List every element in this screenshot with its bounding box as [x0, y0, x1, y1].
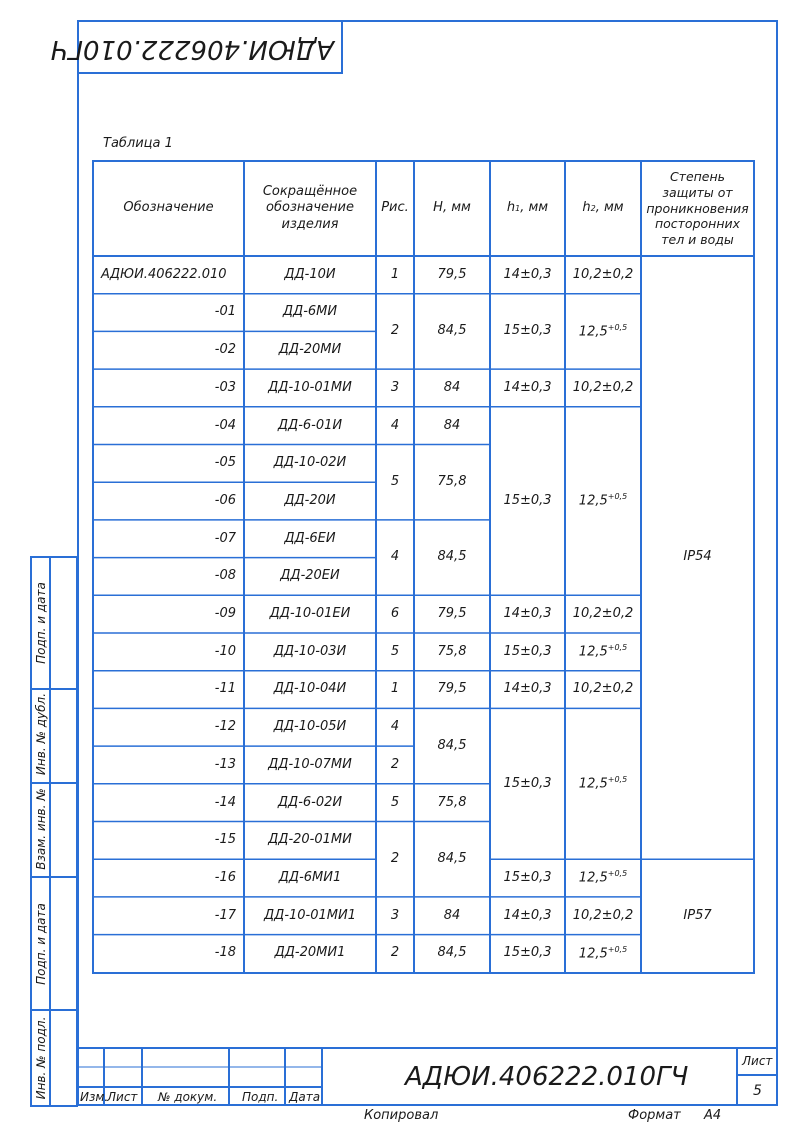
- row-h1: 15±0,3: [503, 869, 552, 885]
- row-h2: $12,5^{+0,5}$: [578, 775, 628, 792]
- header-h2: h 2 , мм: [582, 200, 624, 216]
- row-H: 84,5: [437, 737, 467, 753]
- row-short-name: ДД-10-07МИ: [268, 756, 352, 772]
- row-H: 75,8: [437, 474, 467, 490]
- row-h1: 14±0,3: [503, 681, 552, 697]
- row-H: 75,8: [437, 643, 467, 659]
- row-h1: 14±0,3: [503, 606, 552, 622]
- row-fig: 2: [390, 945, 400, 961]
- row-short-name: ДД-10-01МИ1: [264, 907, 356, 923]
- row-h2: 10,2±0,2: [572, 606, 634, 622]
- row-designation: -13: [214, 756, 236, 772]
- row-fig: 3: [390, 379, 400, 395]
- row-short-name: ДД-6МИ1: [278, 869, 342, 885]
- side-inv-podl: Инв. № подл.: [34, 1016, 48, 1100]
- row-designation: -09: [214, 606, 236, 622]
- stamp-col-izm: Изм.: [80, 1090, 109, 1104]
- row-h2: 10,2±0,2: [572, 266, 634, 282]
- row-h2: 10,2±0,2: [572, 681, 634, 697]
- row-fig: 4: [390, 417, 400, 433]
- row-designation: -17: [214, 907, 236, 923]
- stamp-sheet-number: 5: [753, 1083, 762, 1099]
- row-h1: 14±0,3: [503, 907, 552, 923]
- row-designation: -07: [214, 530, 236, 546]
- row-h2: $12,5^{+0,5}$: [578, 944, 628, 961]
- row-short-name: ДД-10-01МИ: [268, 379, 352, 395]
- row-designation: -14: [214, 794, 236, 810]
- row-short-name: ДД-10-02И: [273, 455, 347, 471]
- row-h1: 15±0,3: [503, 643, 552, 659]
- row-h1: 15±0,3: [503, 775, 552, 791]
- row-short-name: ДД-10-03И: [273, 643, 347, 659]
- row-H: 84: [443, 417, 461, 433]
- top-stamp-text: АДЮИ.406222.010ГЧ: [50, 34, 334, 64]
- row-h1: 15±0,3: [503, 945, 552, 961]
- row-designation: -15: [214, 832, 236, 848]
- row-fig: 4: [390, 719, 400, 735]
- row-designation: -10: [214, 643, 236, 659]
- row-H: 79,5: [437, 266, 467, 282]
- row-short-name: ДД-20МИ: [278, 342, 342, 358]
- row-h2: $12,5^{+0,5}$: [578, 492, 628, 509]
- stamp-col-list: Лист: [107, 1090, 138, 1104]
- row-designation: -03: [214, 379, 236, 395]
- row-designation: -16: [214, 869, 236, 885]
- row-short-name: ДД-6-02И: [277, 794, 343, 810]
- row-fig: 2: [390, 323, 400, 339]
- row-h2: 10,2±0,2: [572, 907, 634, 923]
- row-short-name: ДД-10-05И: [273, 719, 347, 735]
- header-fig: Рис.: [381, 200, 409, 216]
- row-h2: $12,5^{+0,5}$: [578, 643, 628, 660]
- row-fig: 5: [390, 643, 400, 659]
- row-H: 79,5: [437, 606, 467, 622]
- row-fig: 2: [390, 851, 400, 867]
- stamp-sheet-label: Лист: [742, 1054, 773, 1068]
- row-short-name: ДД-20И: [284, 492, 336, 508]
- row-fig: 5: [390, 474, 400, 490]
- row-fig: 2: [390, 756, 400, 772]
- row-designation: -01: [214, 304, 236, 320]
- row-h1: 15±0,3: [503, 492, 552, 508]
- row-short-name: ДД-20ЕИ: [280, 568, 340, 584]
- footer-format-value: А4: [704, 1108, 722, 1123]
- row-designation: -05: [214, 455, 236, 471]
- table-title: Таблица 1: [103, 136, 173, 151]
- row-short-name: ДД-10-01ЕИ: [269, 606, 351, 622]
- stamp-doc-number: АДЮИ.406222.010ГЧ: [405, 1062, 689, 1092]
- row-short-name: ДД-20-01МИ: [268, 832, 352, 848]
- row-fig: 1: [390, 681, 400, 697]
- row-short-name: ДД-10-04И: [273, 681, 347, 697]
- row-designation: -12: [214, 719, 236, 735]
- row-designation: АДЮИ.406222.010: [101, 266, 227, 282]
- row-H: 84,5: [437, 945, 467, 961]
- row-fig: 1: [390, 266, 400, 282]
- row-short-name: ДД-6ЕИ: [284, 530, 336, 546]
- row-fig: 5: [390, 794, 400, 810]
- row-short-name: ДД-20МИ1: [274, 945, 346, 961]
- footer-copied: Копировал: [364, 1108, 439, 1123]
- row-H: 84: [443, 907, 461, 923]
- header-H: H, мм: [433, 200, 471, 216]
- row-designation: -04: [214, 417, 236, 433]
- stamp-col-doc: № докум.: [158, 1090, 218, 1104]
- row-H: 75,8: [437, 794, 467, 810]
- footer-format-label: Формат: [628, 1108, 681, 1123]
- header-protection: Степень защиты от проникновения посторонних тел и воды: [646, 169, 749, 247]
- side-podp-data-1: Подп. и дата: [34, 582, 48, 664]
- row-designation: -08: [214, 568, 236, 584]
- row-protection: IP57: [683, 907, 712, 923]
- row-h2: 10,2±0,2: [572, 379, 634, 395]
- row-designation: -06: [214, 492, 236, 508]
- header-designation: Обозначение: [123, 200, 214, 216]
- row-h1: 15±0,3: [503, 323, 552, 339]
- row-designation: -11: [214, 681, 236, 697]
- row-h1: 14±0,3: [503, 266, 552, 282]
- header-short-name: Сокращённое обозначение изделия: [262, 184, 358, 232]
- side-vzam-inv: Взам. инв. №: [34, 788, 48, 870]
- row-h2: $12,5^{+0,5}$: [578, 322, 628, 339]
- row-fig: 6: [390, 606, 400, 622]
- row-fig: 3: [390, 907, 400, 923]
- row-H: 84,5: [437, 549, 467, 565]
- stamp-col-data: Дата: [289, 1090, 321, 1104]
- row-H: 84,5: [437, 851, 467, 867]
- row-fig: 4: [390, 549, 400, 565]
- row-short-name: ДД-10И: [284, 266, 336, 282]
- row-h2: $12,5^{+0,5}$: [578, 869, 628, 886]
- row-short-name: ДД-6МИ: [282, 304, 338, 320]
- row-designation: -02: [214, 342, 236, 358]
- row-short-name: ДД-6-01И: [277, 417, 343, 433]
- row-designation: -18: [214, 945, 236, 961]
- header-h1: h 1 , мм: [506, 200, 549, 216]
- row-H: 84,5: [437, 323, 467, 339]
- row-H: 84: [443, 379, 461, 395]
- row-h1: 14±0,3: [503, 379, 552, 395]
- side-podp-data-2: Подп. и дата: [34, 903, 48, 985]
- stamp-col-podp: Подп.: [242, 1090, 279, 1104]
- row-H: 79,5: [437, 681, 467, 697]
- row-protection: IP54: [683, 549, 712, 565]
- side-inv-dubl: Инв. № дубл.: [34, 692, 48, 776]
